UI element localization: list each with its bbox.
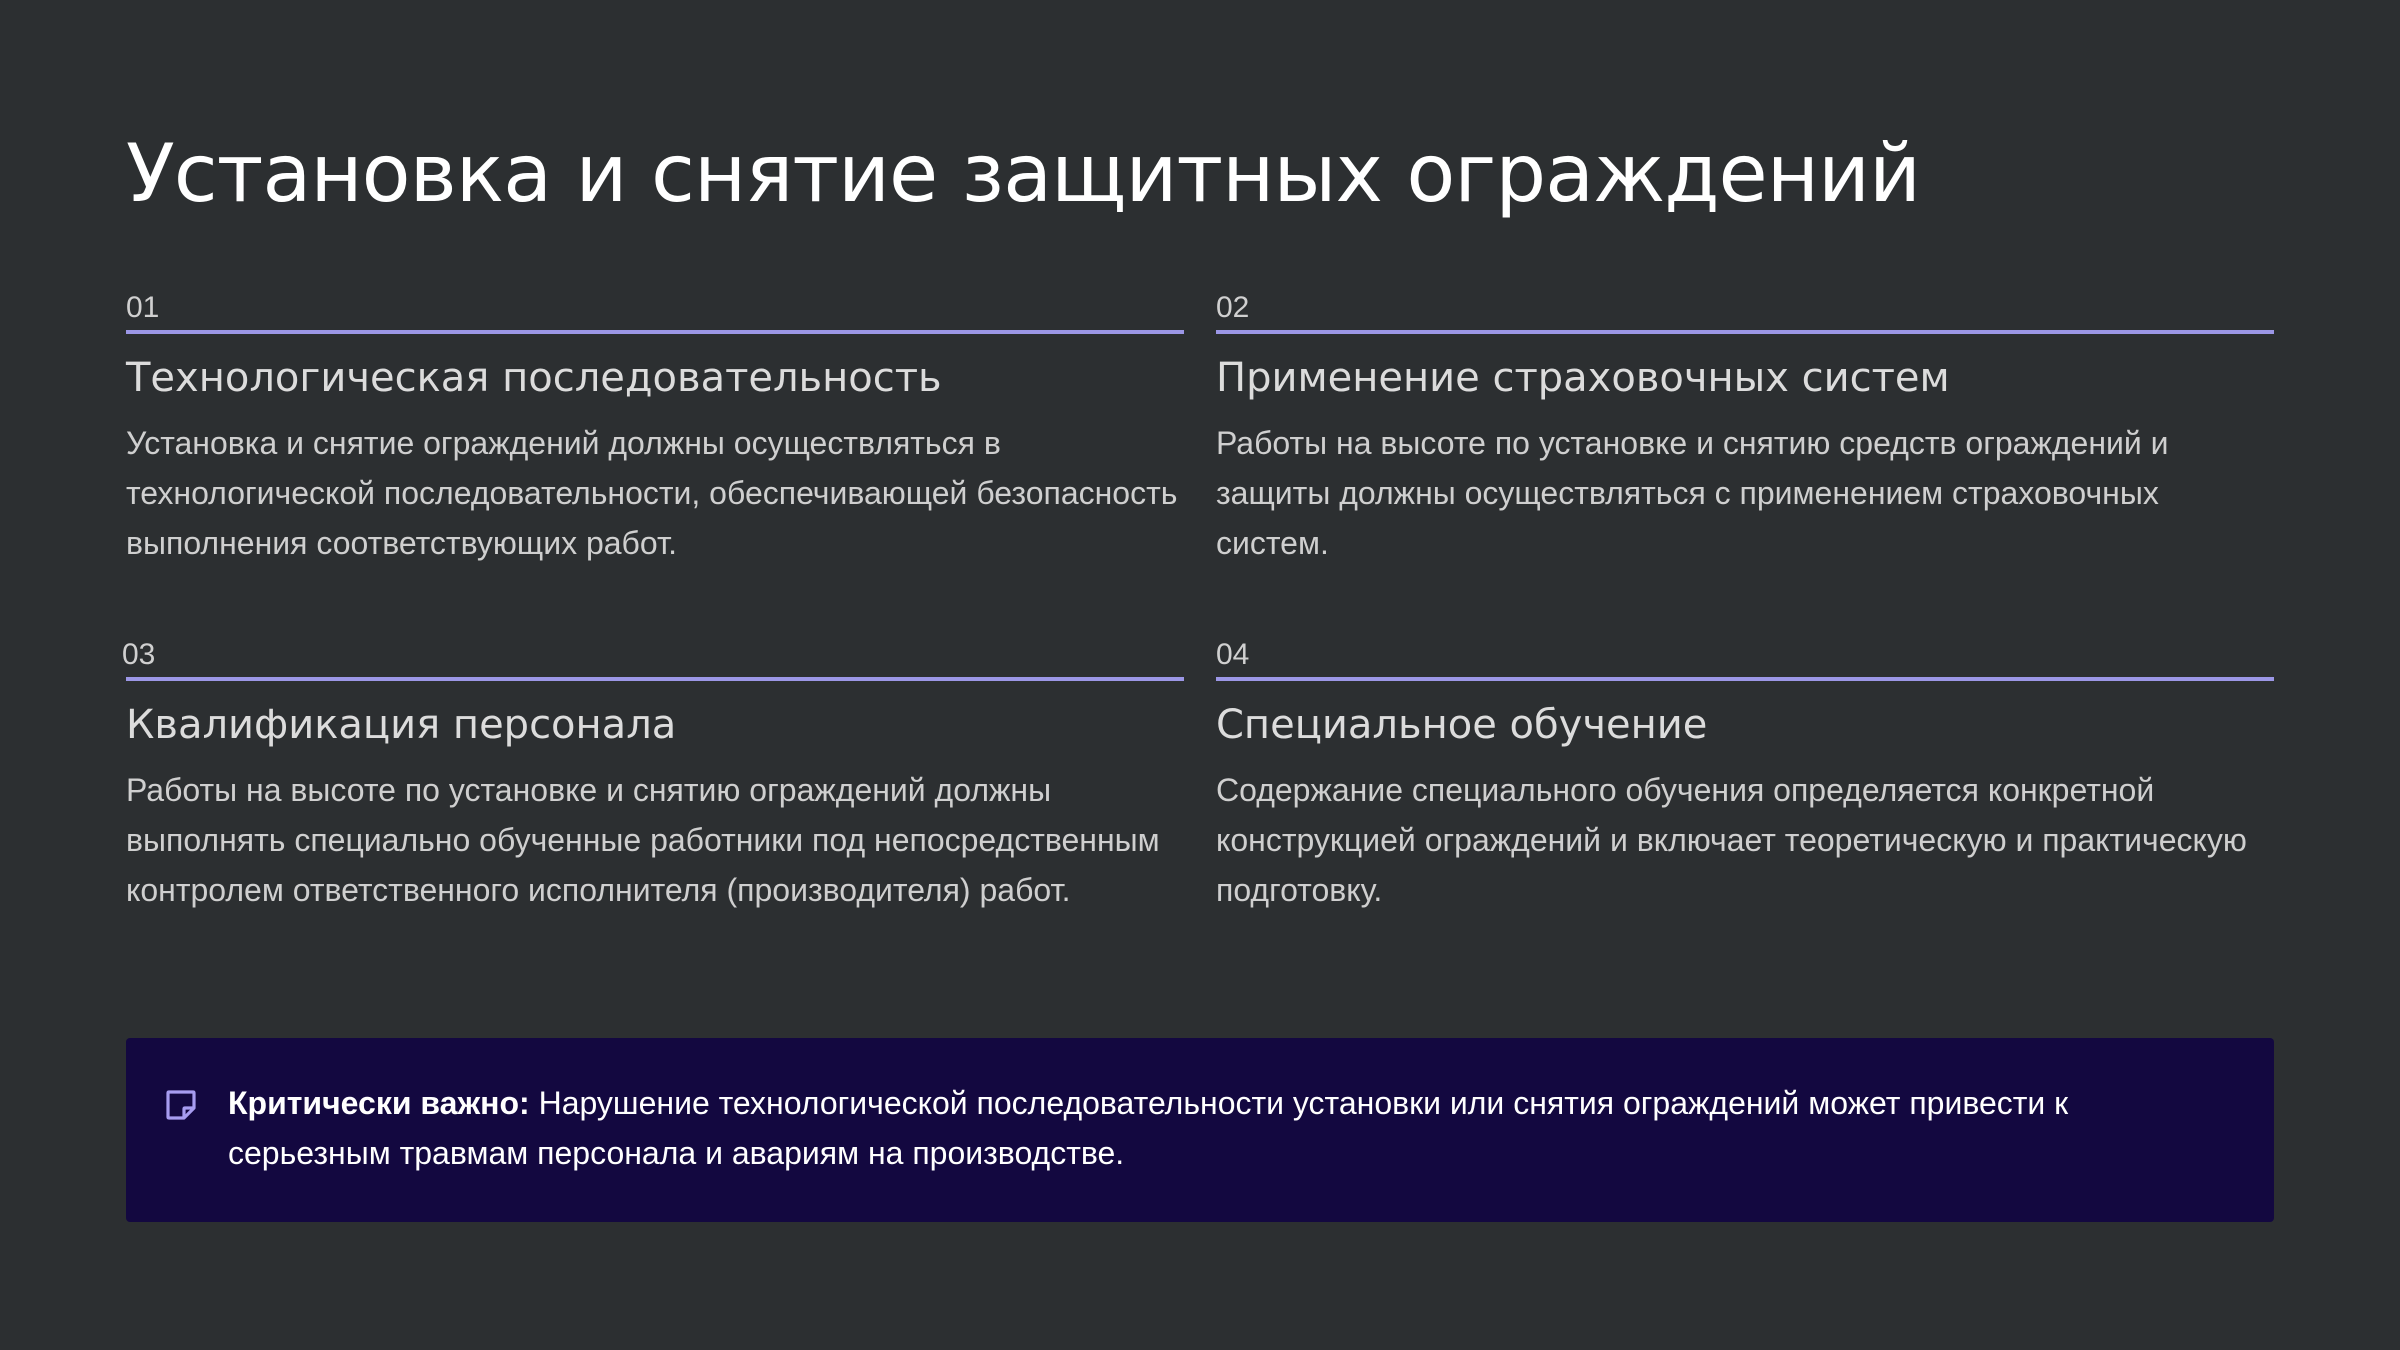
card-safety-systems: [1216, 290, 2274, 568]
card-technological-sequence: [126, 290, 1184, 568]
card-divider: [126, 677, 1184, 681]
card-title: Применение страховочных систем: [1216, 355, 1950, 401]
critical-callout: [126, 1038, 2274, 1222]
card-personnel-qualification: [122, 637, 1184, 915]
card-text: Работы на высоте по установке и снятию ограждений должны выполнять специально обученные работники под непосредственным контролем ответственного исполнителя (производителя) работ.: [126, 772, 1160, 908]
note-icon: [164, 1088, 198, 1122]
card-text: Работы на высоте по установке и снятию средств ограждений и защиты должны осуществляться с применением страховочных систем.: [1216, 425, 2169, 561]
card-text: Установка и снятие ограждений должны осуществляться в технологической последовательности, обеспечивающей безопасность выполнения соответствующих работ.: [126, 425, 1178, 561]
card-title: Специальное обучение: [1216, 702, 1708, 748]
callout-label: Критически важно:: [228, 1085, 530, 1121]
callout-message: Нарушение технологической последовательности установки или снятия ограждений может привести к серьезным травмам персонала и авариям на производстве.: [228, 1085, 2069, 1171]
card-text: Содержание специального обучения определяется конкретной конструкцией ограждений и включает теоретическую и практическую подготовку.: [1216, 772, 2247, 908]
card-number: 04: [1216, 638, 1250, 671]
callout-text: [228, 1078, 2194, 1178]
card-title: Технологическая последовательность: [126, 355, 942, 401]
card-special-training: [1216, 637, 2274, 915]
card-title: Квалификация персонала: [126, 702, 677, 748]
card-number: 02: [1216, 291, 1250, 324]
slide-title: Установка и снятие защитных ограждений: [126, 127, 1921, 220]
card-number: 01: [126, 291, 160, 324]
card-divider: [126, 330, 1184, 334]
card-number: 03: [122, 638, 156, 671]
card-divider: [1216, 677, 2274, 681]
card-divider: [1216, 330, 2274, 334]
